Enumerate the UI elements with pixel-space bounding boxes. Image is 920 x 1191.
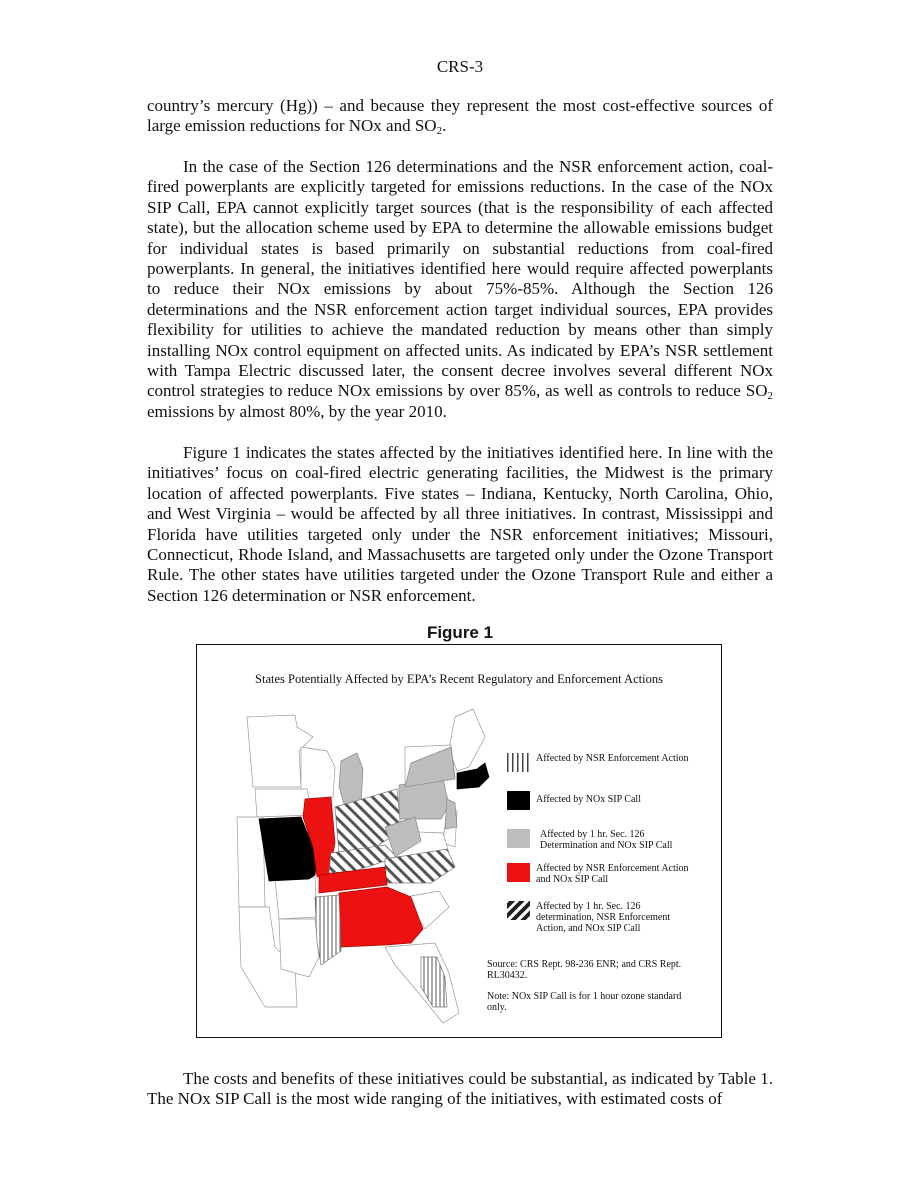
legend-swatch-red [507,863,530,882]
us-map [235,707,497,1025]
paragraph-4 [147,1069,773,1110]
page-header: CRS-3 [436,57,484,76]
paragraph-3 [147,443,773,606]
legend-label: Affected by NSR Enforcement Action [536,753,689,764]
paragraph-2 [147,157,773,422]
legend-item-nsr-nox [507,863,696,885]
paragraph-2-end: emissions by almost 80%, by the year 2010. [147,401,447,421]
map-state [275,877,317,919]
map-state [279,919,319,977]
paragraph-1-text: country’s mercury (Hg)) – and because they represent the most cost-effective sources of large emission reductions for NOx and SO [147,96,773,136]
legend-item-nox [507,791,696,810]
figure-note: Note: NOx SIP Call is for 1 hour ozone standard only. [487,991,682,1013]
legend-label: Affected by NSR Enforcement Action and NOx SIP Call [536,863,689,885]
figure-caption: Figure 1 [426,623,494,642]
legend-item-all [507,901,696,934]
map-state-mississippi [315,895,341,965]
legend-swatch-gray [507,829,530,848]
figure-source: Source: CRS Rept. 98-236 ENR; and CRS Rept. RL30432. [487,959,682,981]
legend-item-sec126 [507,829,700,851]
legend-label: Affected by NOx SIP Call [536,794,641,805]
paragraph-1-end: . [442,116,447,136]
map-state [449,709,485,771]
figure-box [196,644,722,1038]
subscript: 2 [436,125,443,138]
paragraph-1 [147,96,773,137]
legend-swatch-black [507,791,530,810]
legend-label: Affected by 1 hr. Sec. 126 determination, NSR Enforcement Action, and NOx SIP Call [536,901,671,934]
paragraph-4-text: The costs and benefits of these initiatives could be substantial, as indicated by Table 1. The NOx SIP Call is the most wide ranging of the initiatives, with estimated costs of [147,1069,773,1109]
subscript: 2 [767,390,773,403]
legend-swatch-vertical-lines [507,753,530,772]
paragraph-2-text: In the case of the Section 126 determinations and the NSR enforcement action, coal-fired powerplants are explicitly targeted for emissions reductions. In the case of the NOx SIP Call, EPA cannot explicitly target sources (that is the responsibility of each affected state), but the allocation scheme used by EPA to determine the allowable emissions budget for individual states is based primarily on substantial reductions from coal-fired powerplants. In general, the initiatives identified here would require affected powerplants to reduce their NOx emissions by about 75%-85%. Although the Section 126 determinations and the NSR enforcement action target individual sources, EPA provides flexibility for utilities to achieve the mandated reduction by means other than simply installing NOx control equipment on affected units. As indicated by EPA’s NSR settlement with Tampa Electric discussed later, the consent decree involves several different NOx control strategies to reduce NOx emissions by over 85%, as well as controls to reduce SO [147,157,773,401]
map-state-new-jersey [445,799,457,829]
map-state-michigan [339,753,363,807]
paragraph-3-text: Figure 1 indicates the states affected by the initiatives identified here. In line with the initiatives’ focus on coal-fired electric generating facilities, the Midwest is the primary location of affected powerplants. Five states – Indiana, Kentucky, North Carolina, Ohio, and West Virginia – would be affected by all three initiatives. In contrast, Mississippi and Florida have utilities targeted only under the NSR enforcement initiatives; Missouri, Connecticut, Rhode Island, and Massachusetts are targeted only under the Ozone Transport Rule. The other states have utilities targeted under the Ozone Transport Rule and either a Section 126 determination or NSR enforcement. [147,443,773,605]
legend-label: Affected by 1 hr. Sec. 126 Determination and NOx SIP Call [540,829,673,851]
legend-swatch-diagonal-lines [507,901,530,920]
figure-title: States Potentially Affected by EPA’s Recent Regulatory and Enforcement Actions [255,672,663,686]
legend-item-nsr [507,753,696,772]
